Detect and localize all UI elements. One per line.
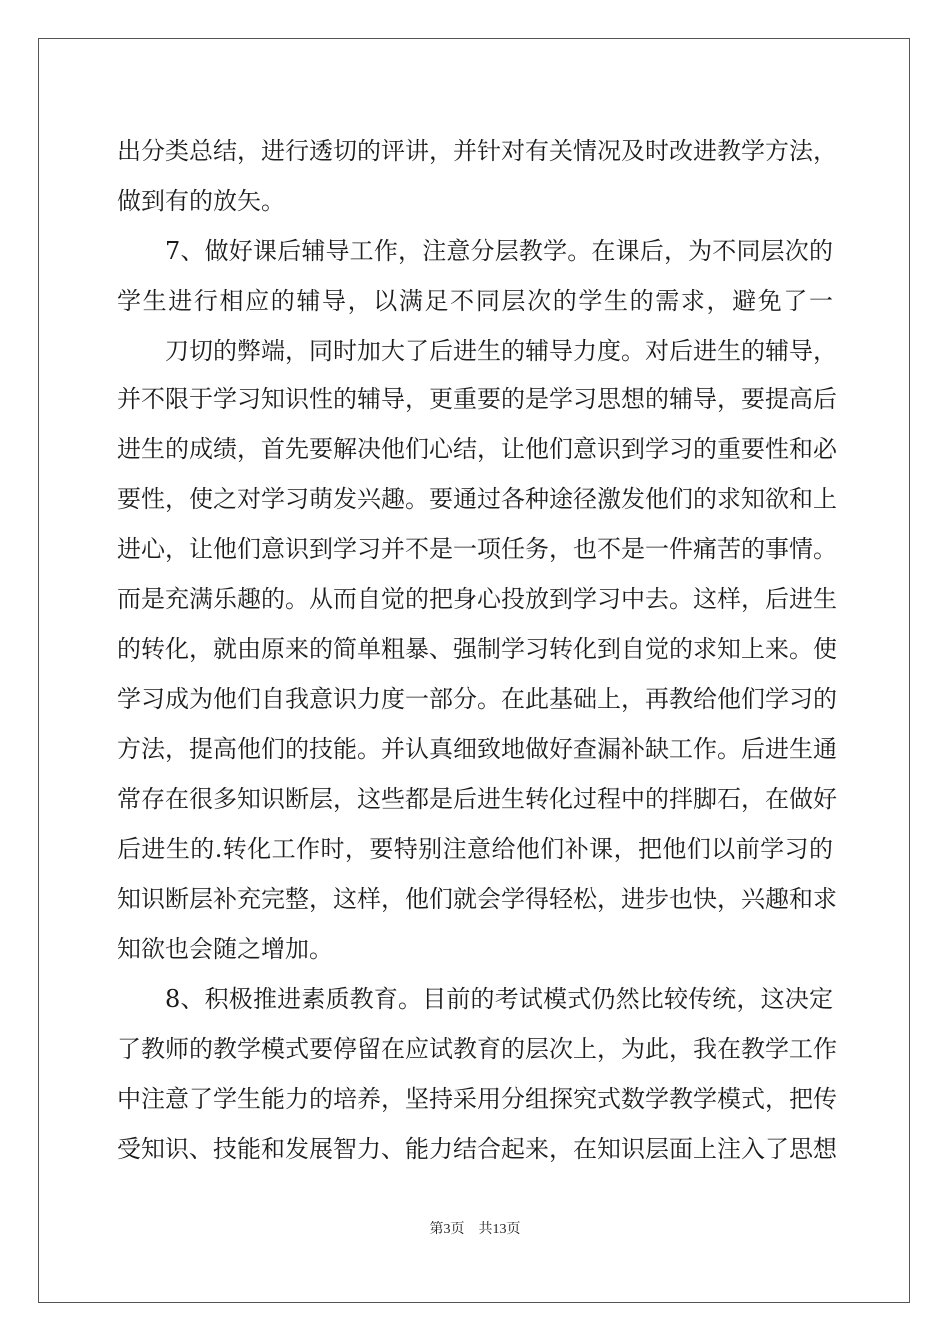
body-line: 刀切的弊端，同时加大了后进生的辅导力度。对后进生的辅导， (165, 337, 837, 365)
body-line: 出分类总结，进行透切的评讲，并针对有关情况及时改进教学方法， (117, 137, 837, 165)
body-line: 进生的成绩，首先要解决他们心结，让他们意识到学习的重要性和必 (117, 435, 837, 463)
body-line: 后进生的.转化工作时，要特别注意给他们补课，把他们以前学习的 (117, 835, 833, 863)
body-line: 学生进行相应的辅导，以满足不同层次的学生的需求，避免了一 (117, 287, 833, 315)
body-line: 7、做好课后辅导工作，注意分层教学。在课后，为不同层次的 (165, 237, 833, 265)
body-line: 而是充满乐趣的。从而自觉的把身心投放到学习中去。这样，后进生 (117, 585, 837, 613)
body-line: 常存在很多知识断层，这些都是后进生转化过程中的拌脚石，在做好 (117, 785, 837, 813)
body-line: 知识断层补充完整，这样，他们就会学得轻松，进步也快，兴趣和求 (117, 885, 837, 913)
body-line: 学习成为他们自我意识力度一部分。在此基础上，再教给他们学习的 (117, 685, 837, 713)
body-line: 中注意了学生能力的培养，坚持采用分组探究式数学教学模式，把传 (117, 1085, 837, 1113)
page-number: 第3页 共13页 (429, 1222, 521, 1237)
body-line: 8、积极推进素质教育。目前的考试模式仍然比较传统，这决定 (165, 985, 833, 1013)
body-line: 进心，让他们意识到学习并不是一项任务，也不是一件痛苦的事情。 (117, 535, 837, 563)
body-line: 并不限于学习知识性的辅导，更重要的是学习思想的辅导，要提高后 (117, 385, 837, 413)
body-line: 受知识、技能和发展智力、能力结合起来，在知识层面上注入了思想 (117, 1135, 837, 1163)
body-line: 要性，使之对学习萌发兴趣。要通过各种途径激发他们的求知欲和上 (117, 485, 837, 513)
body-line: 做到有的放矢。 (117, 187, 285, 215)
body-line: 了教师的教学模式要停留在应试教育的层次上，为此，我在教学工作 (117, 1035, 837, 1063)
body-line: 的转化，就由原来的简单粗暴、强制学习转化到自觉的求知上来。使 (117, 635, 837, 663)
body-line: 知欲也会随之增加。 (117, 935, 333, 963)
body-line: 方法，提高他们的技能。并认真细致地做好查漏补缺工作。后进生通 (117, 735, 837, 763)
